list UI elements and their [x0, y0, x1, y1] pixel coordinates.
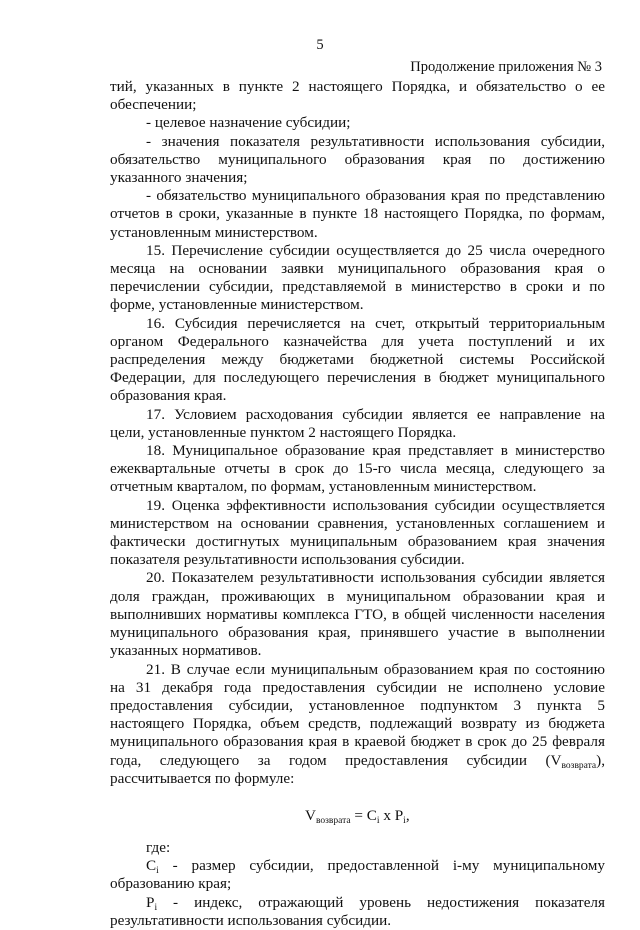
formula-v: V: [305, 806, 316, 824]
formula-equals-c: = C: [350, 806, 377, 824]
definition-pi-subscript: i: [154, 902, 158, 913]
page-number: 5: [316, 37, 324, 53]
definition-ci: [110, 857, 605, 893]
paragraph-21-text: 21. В случае если муниципальным образованием края по состоянию на 31 декабря года предоставления субсидии не исполнено условие предоставления субсидии, установленное подпунктом 3 пункта 5 настоящего Порядка, объем средств, подлежащий возврату из бюджета муниципального образования края в краевой бюджет в срок до 25 февраля года, следующего за годом предоставления субсидии (V: [110, 660, 605, 769]
definition-pi-symbol: P: [146, 893, 155, 911]
paragraph-21: [110, 661, 605, 788]
paragraph-20: 20. Показателем результативности использования субсидии является доля граждан, проживающих в муниципальном образовании края и выполнивших нормативы комплекса ГТО, в общей численности населения муниципального образования края, принявшего участие в выполнении указанных нормативов.: [110, 569, 605, 660]
paragraph-16: 16. Субсидия перечисляется на счет, открытый территориальным органом Федерального казначейства для учета поступлений и их распределения между бюджетами бюджетной системы Российской Федерации, для последующего перечисления в бюджет муниципального образования края.: [110, 314, 605, 405]
formula-times-p: x P: [379, 806, 404, 824]
definition-ci-symbol: C: [146, 857, 157, 875]
paragraph-continuation: тий, указанных в пункте 2 настоящего Порядка, и обязательство о ее обеспечении;: [110, 78, 605, 114]
paragraph-19: 19. Оценка эффективности использования субсидии осуществляется министерством на основании сравнения, установленных соглашением и фактически достигнутых муниципальным образованием края значения показателя результативности использования субсидии.: [110, 496, 605, 569]
refund-formula: [110, 807, 605, 825]
definition-pi: [110, 894, 605, 930]
paragraph-15: 15. Перечисление субсидии осуществляется до 25 числа очередного месяца на основании заявки муниципального образования края о перечислении субсидии, представляемой в министерство в сроки и по форме, установленные министерством.: [110, 241, 605, 314]
paragraph-21-subscript: возврата: [561, 760, 597, 771]
formula-end: ,: [405, 806, 410, 824]
where-label: где:: [146, 838, 171, 856]
definition-ci-subscript: i: [156, 866, 159, 877]
paragraph-21-tail: ), рассчитывается по формуле:: [110, 751, 605, 787]
formula-p-subscript: i: [403, 815, 406, 826]
list-item-performance-values: - значения показателя результативности использования субсидии, обязательство муниципального образования края по достижению указанного значения;: [110, 132, 605, 187]
formula-v-subscript: возврата: [315, 815, 351, 826]
definition-pi-text: - индекс, отражающий уровень недостижения показателя результативности использования субсидии.: [110, 893, 605, 929]
document-body: [110, 78, 605, 930]
paragraph-17: 17. Условием расходования субсидии является ее направление на цели, установленные пунктом 2 настоящего Порядка.: [110, 405, 605, 441]
appendix-continuation-note: Продолжение приложения № 3: [410, 59, 602, 75]
list-item-purpose: - целевое назначение субсидии;: [146, 114, 351, 132]
paragraph-18: 18. Муниципальное образование края представляет в министерство ежеквартальные отчеты в срок до 15-го числа месяца, следующего за отчетным кварталом, по формам, установленным министерством.: [110, 442, 605, 496]
definition-ci-text: - размер субсидии, предоставленной i-му муниципальному образованию края;: [110, 857, 605, 893]
formula-c-subscript: i: [376, 815, 380, 826]
list-item-reporting-obligation: - обязательство муниципального образования края по представлению отчетов в сроки, указанные в пункте 18 настоящего Порядка, по формам, установленным министерством.: [110, 187, 605, 241]
